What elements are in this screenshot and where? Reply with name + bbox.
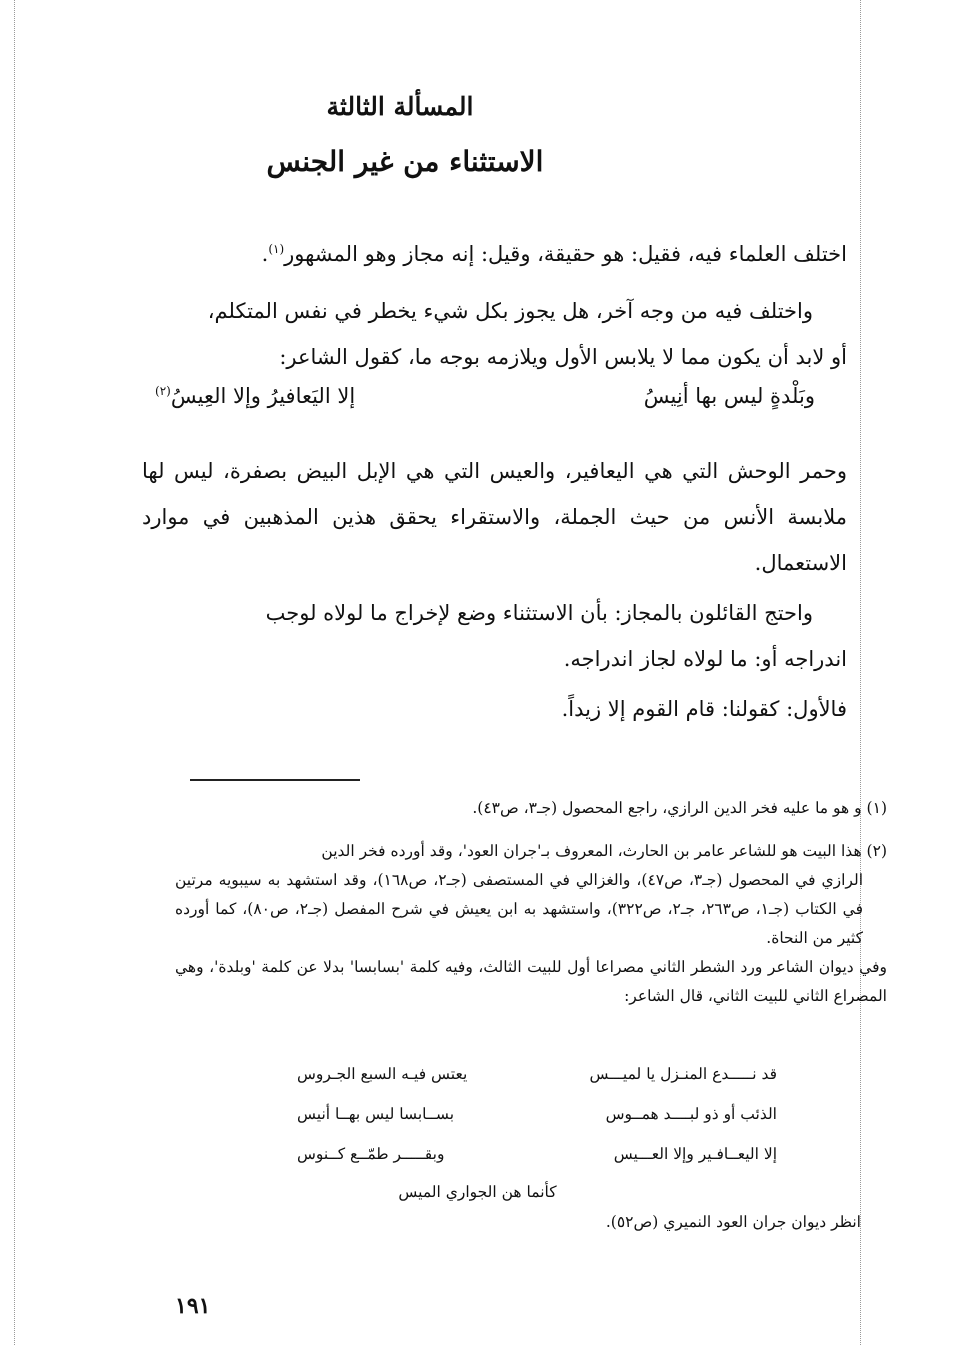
paragraph-4-line-1: واحتج القائلون بالمجاز: بأن الاستثناء وضع لإخراج ما لولاه لوجب [265, 601, 813, 625]
right-page-edge [860, 0, 861, 1345]
poem-first-hemistich: الذئب أو ذو لبــــد همــوس [605, 1105, 777, 1123]
paragraph-1-text: اختلف العلماء فيه، فقيل: هو حقيقة، وقيل: إنه مجاز وهو المشهور [284, 242, 847, 266]
poem-second-hemistich: بســابسا ليس بهــا أنيس [297, 1105, 455, 1123]
poem-second-hemistich: يعتس فيـه السبع الجـروس [297, 1065, 468, 1083]
footnote-poem [297, 1065, 777, 1185]
paragraph-5: فالأول: كقولنا: قام القوم إلا زيداً. [561, 697, 847, 721]
poem-first-hemistich: قد نـــــدع المنـزل يا لميـــس [589, 1065, 777, 1083]
poetry-verse [155, 384, 815, 408]
section-title: المسألة الثالثة [326, 92, 474, 121]
poem-first-hemistich: إلا اليعــافـير وإلا العـــيس [613, 1145, 777, 1163]
verse-first-hemistich: وبَلْدةٍ ليس بها أنِيسُ [643, 384, 815, 408]
footnote-2-line-1: (٢) هذا البيت هو للشاعر عامر بن الحارث، المعروف بـ'جران العود'، وقد أورده فخر الدين [321, 842, 887, 860]
footnote-source: انظر ديوان جران العود النميري (ص٥٢). [605, 1213, 861, 1231]
paragraph-4 [142, 590, 847, 682]
footnote-separator [190, 779, 360, 781]
paragraph-1-end: . [261, 242, 269, 266]
page-number: ١٩١ [175, 1293, 211, 1319]
poem-row [297, 1145, 777, 1185]
paragraph-3: وحمر الوحش التي هي اليعافير، والعيس التي هي الإبل البيض بصفرة، ليس لها ملابسة الأنس من حيث الجملة، والاستقراء يحقق هذين المذهبين في موارد الاستعمال. [142, 459, 847, 575]
poem-last-line: كأنما هن الجواري الميس [398, 1183, 557, 1201]
left-page-edge [14, 0, 15, 1345]
paragraph-4-line-2: اندراجه أو: ما لولاه لجاز اندراجه. [563, 647, 847, 671]
paragraph-1 [142, 226, 847, 277]
verse-second-hemistich-wrap [155, 384, 355, 408]
chapter-subtitle: الاستثناء من غير الجنس [266, 145, 544, 178]
footnote-2-paragraph-2: وفي ديوان الشاعر ورد الشطر الثاني مصراعا أول للبيت الثالث، وفيه كلمة 'بسابسا' بدلا عن كلمة 'وبلدة'، وهي المصراع الثاني للبيت الثاني، قال الشاعر: [175, 958, 887, 1005]
paragraph-2-line-1: واختلف فيه من وجه آخر، هل يجوز بكل شيء يخطر في نفس المتكلم، [207, 299, 813, 323]
paragraph-2 [142, 288, 847, 380]
footnote-2-body: الرازي في المحصول (جـ٣، ص٤٧)، والغزالي في المستصفى (جـ٢، ص١٦٨)، وقد استشهد به سيبويه مرتين في الكتاب (جـ١، ص٢٦٣، جـ٢، ص٣٢٢)، واستشهد به ابن يعيش في شرح المفصل (جـ٢، ص٨٠)، كما أورده كثير من النحاة. [175, 871, 864, 947]
footnote-1: (١) و هو ما عليه فخر الدين الرازي، راجع المحصول (جـ٣، ص٤٣). [472, 799, 887, 817]
footnote-ref-1: (١) [268, 242, 285, 256]
verse-second-hemistich: إلا اليَعافيرُ وإلا العِيسُ [170, 384, 356, 408]
paragraph-2-line-2: أو لابد أن يكون مما لا يلابس الأول ويلازمه بوجه ما، كقول الشاعر: [279, 345, 847, 369]
footnote-ref-2: (٢) [155, 384, 171, 398]
poem-row [297, 1105, 777, 1145]
poem-row [297, 1065, 777, 1105]
footnote-2 [175, 837, 887, 1011]
poem-second-hemistich: وبقـــــر طمّــع كــنوس [297, 1145, 445, 1163]
